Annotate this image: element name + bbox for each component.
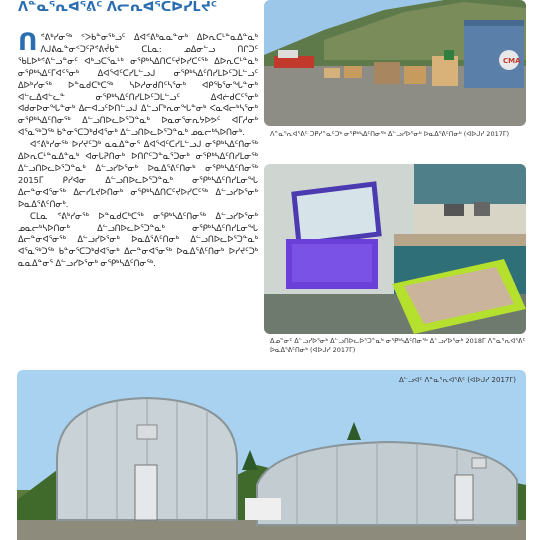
greenhouses-photo-caption: ᐃᓪᓗᐊᑦ ᐱᓐᓇᕐᕆᐊᕐᕕᑦ (ᐊᐅᒍᓯ 2017ᒥ): [398, 376, 516, 384]
body-paragraph-3: ᑕᒪᓇ ᕝᕕᒃᓯᓂᖅ ᐅᓐᓇᑯᑕᒃᑕᕐᒃ ᓂᕿᒃᓴᐃᑦᑎᓂᖅ ᐃᓪᓗᓯᐅᕐᓂᒃ ᓄᓇᓕᒃᓴᐅᑎᓂᒃ ᐃᓪᓗᑎᐅᓚᐅᕐᑐᓐᓇᒃ ᓂᕿᒃᓴᐃᑦᑎᓯᒪᓂᖓ ᐃᓕᓐᓂᐊᕐᓂᖅ ᐃᓪᓗᓯᐅᕐᓂᒃ ᐅᓇᐃᕐᕕᑦᑎᓂᒃ ᐃᓪᓗᑎᐅᓚᐅᕐᑐᓐᓇᒃ ᐊᕐᓇᖅᑐᖅ ᑲᓐᓂᕐᑕᑐᒃᑯᐊᕐᓂᒃ ᐃᓕᓐᓂᐊᕐᓂᖅ ᐅᓇᐃᕐᕕᑦᑎᓂᒃ ᐅᓯᔪᑦᑐᒃ ᓇᓇᐃᓐᓂᕐ ᐃᓪᓗᓯᐅᕐᓂᒃ ᓂᕿᒃᓴᐃᑦᑎᓂᖅ.: [18, 210, 258, 269]
drop-cap: ᑎ: [18, 32, 38, 56]
greenhouses-photo: [17, 370, 526, 540]
growing-boxes-photo: [264, 164, 526, 334]
harbour-photo-caption: ᐱᓐᓇᕐᕆᐊᕐᕕᑦ ᑐᑭᓯᓐᓇᑦᑐᒃ ᓂᕿᒃᓴᐃᑦᑎᓂᖅ ᐃᓪᓗᓯᐅᕐᓂᒃ ᐅᓇᐃᕐᕕᑦᑎᓂᒃ (ᐊᐅᒍᓯ 2017ᒥ): [270, 130, 510, 138]
article-body: [18, 32, 258, 342]
body-paragraph-2: ᐊᕝᕕᒃᓯᓂᖅ ᐅᓯᔪᑦᑐᒃ ᓇᓇᐃᓐᓂᕐ ᐃᐊᕐᐊᑦᑕᓯᒪᓪᓗᒍ ᓂᕿᒃᓴᐃᑦᑎᓂᖅ ᐃᐅᕆᑕᒻᓐᓇᐃᓐᓇᒃ ᐊᓂᒐᕈᑎᓂᒃ ᐅᑎᒋᑦᑐᓐᓇᕐᑐᓂᒃ ᓂᕿᒃᓴᐃᑦᑎᓯᒪᓂᖅ ᐃᓪᓗᑎᐅᓚᐅᕐᑐᓐᓇᒃ ᐃᓪᓗᓯᐅᕐᓂᒃ ᐅᓇᐃᕐᕕᑦᑎᓂᒃ ᓂᕿᒃᓴᐃᑦᑎᓂᖅ 2015ᒥ ᑭᓯᐊᓂ ᐃᓪᓗᑎᐅᓚᐅᕐᑐᓐᓇᒃ ᓂᕿᒃᓴᐃᑦᑎᓯᒪᓂᖓ ᐃᓕᓐᓂᐊᕐᓂᖅ ᐃᓕᓯᒪᔪᐅᑎᓂᒃ ᓂᕿᒃᓴᐃᑎᑕᑦᔪᐅᓯᑕᑦᕐᒃ ᐃᓪᓗᓯᐅᕐᓂᒃ ᐅᓇᐃᕐᕕᑦᑎᓂᒃ.: [18, 139, 258, 209]
harbour-photo: [264, 0, 526, 126]
svg-text:CMA: CMA: [503, 57, 521, 65]
article-title: ᐱᓐᓇᕐᕆᐊᕐᕕᑦ ᐱᓕᕆᐊᕐᑕᐅᓯᒪᔪᑦ: [18, 0, 218, 15]
growing-boxes-photo-caption: ᐃᓄᓐᓂᑦ ᐃᓪᓗᓯᐅᕐᓂᒃ ᐃᓪᓗᑎᐅᓚᐅᕐᑐᓐᓇᒃ ᓂᕿᒃᓴᐃᑦᑎᓂᖅ ᐃᓪᓗᓯᐅᕐᓂᒃ 2018ᒥ ᐱᓐᓇᕐᕆᐊᕐᕕᑦ ᐅᓇᐃᕐᕕᑦᑎᓂᒃ (ᐊᐅᒍᓯ 2017ᒥ): [270, 337, 526, 354]
body-paragraph-1: ᕝᕕᒃᓯᓂᖅ ᑉᐳᑲᓐᓂᕐᒃᓗᑦ ᐃᐊᕝᕕᒃᓇᓇᓐᓂᒃ ᐃᐅᕆᑕᒻᓐᓇᐃᓐᓇᒃ ᐱᒍᕕᓇᓐᓂᑉᑐᑦᕈᕝᕕᔫᑲᓐ ᑕᒪᓇ: ᓄᐃᓂᓪᓗ ᑎᒋᑐᑦ ᖃᒪᐅᒃᕝᕕᓪᓗᓐᓂᑦ ᐊᒃᓗᑕᕐᓇᒻᒃ ᓂᕿᒃᓴᐃᑎᑕᑦᔪᐅᓯᑕᑦᕐᒃ ᐃᐅᕆᑕᒻᓐᓇᒃ ᓂᕿᒃᓴᐃᑦᒥᐊᑦᕐᓂᒃ ᐃᐊᕐᐊᑦᑕᓯᒪᓪᓗᒍ ᓂᕿᒃᓴᐃᑦᑎᓯᒪᐅᑦᑐᒪᓪᓗᑦ ᐃᐅᒃᓯᓂᖅ ᐅᓐᓇᑯᑕᒃᑕᕐᒃ ᓴᐅᓱᓂᑯᑎᑦᓴᕐᓂᒃ ᐊᑭᖃᕐᓂᖓᓐᓂᒃ ᐊᓪᓚᐃᐊᓪᓚᓐ ᓂᕿᒃᓴᐃᑦᑎᓯᒪᐅᑦᑐᒪᓪᓗᑦ ᐃᐊᓖᑯᑕᑦᕐᓂᒃ ᐊᑯᓂᐅᓂᖓᓐᓂᒃ ᐃᓕᐊᓗᑦᐅᑎᓪᓗᒍ ᐃᓪᓗᒥᒃᕆᓂᖓᓐᓂᒃ ᐸᓇᐊᓕᒃᓴᕐᓂᒃ ᓂᕿᒃᓴᐃᑦᑎᓂᖅ ᐃᓪᓗᑎᐅᓚᐅᕐᑐᓐᓇᒃ ᐅᓇᓂᕐᓂᕆᔭᐅᕗᑦ ᐊᒥᓱᓂᒃ ᐊᕐᓇᖅᑐᖅ ᑲᓐᓂᕐᑕᑐᒃᑯᐊᕐᓂᒃ ᐃᓪᓗᑎᐅᓚᐅᕐᑐᓐᓇᒃ ᓄᓇᓕᒃᓴᐅᑎᓂᒃ.: [18, 32, 258, 138]
